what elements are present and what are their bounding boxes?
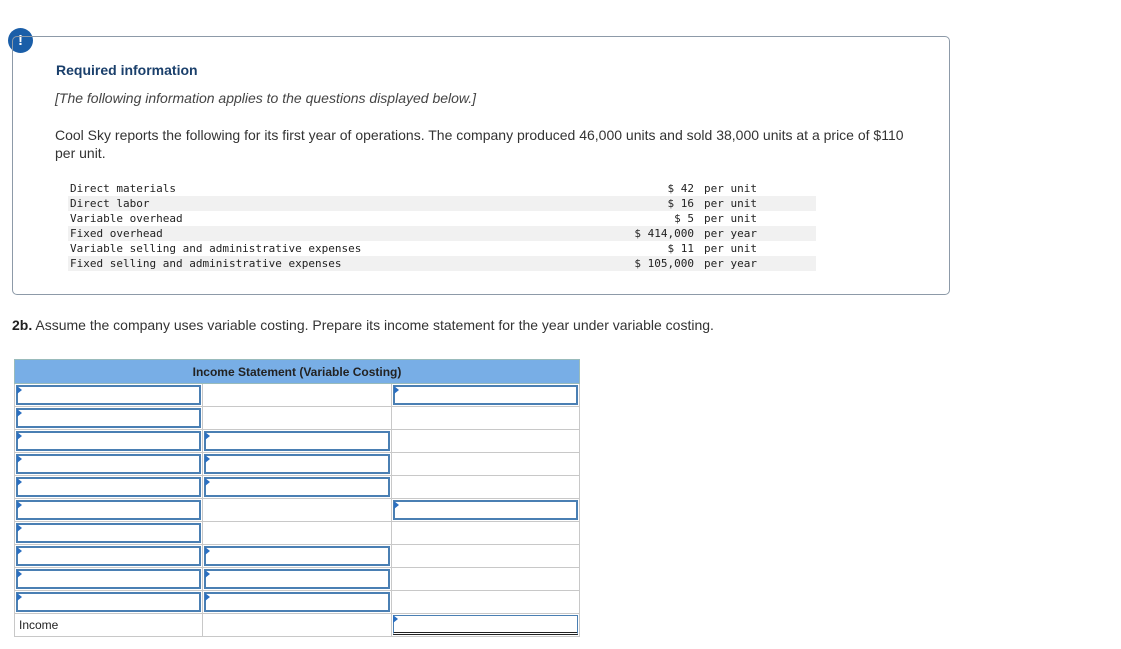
required-info-body: Cool Sky reports the following for its first year of operations. The company produced 46,000 units and sold 38,000 units at a price of $110 per unit. xyxy=(55,127,904,161)
cost-amount: $ 11 xyxy=(667,242,694,255)
table-row xyxy=(15,384,580,407)
empty-cell xyxy=(391,430,579,453)
cost-label: Direct labor xyxy=(68,196,562,211)
amount-input[interactable] xyxy=(204,431,389,451)
empty-cell xyxy=(203,522,391,545)
line-item-input[interactable] xyxy=(16,500,201,520)
required-info-subtitle: [The following information applies to the questions displayed below.] xyxy=(55,90,477,106)
table-row xyxy=(15,499,580,522)
amount-input[interactable] xyxy=(204,546,389,566)
income-statement-header: Income Statement (Variable Costing) xyxy=(15,360,580,384)
cost-label: Fixed selling and administrative expenses xyxy=(68,256,562,271)
empty-cell xyxy=(391,545,579,568)
cost-row xyxy=(68,211,816,226)
amount-input[interactable] xyxy=(204,569,389,589)
cost-label: Variable selling and administrative expenses xyxy=(70,242,362,255)
amount-input[interactable] xyxy=(393,385,578,405)
line-item-input[interactable] xyxy=(16,569,201,589)
income-total-input[interactable] xyxy=(393,615,578,635)
table-row xyxy=(15,407,580,430)
question-number: 2b. xyxy=(12,317,33,333)
empty-cell xyxy=(391,476,579,499)
cost-period: per unit xyxy=(704,182,757,195)
line-item-input[interactable] xyxy=(16,546,201,566)
empty-cell xyxy=(391,522,579,545)
table-row xyxy=(15,568,580,591)
cost-amount: $ 42 xyxy=(667,182,694,195)
cost-label: Direct materials xyxy=(70,182,176,195)
cost-period: per unit xyxy=(704,212,757,225)
alert-icon: ! xyxy=(8,28,33,53)
income-statement-table xyxy=(14,359,580,637)
cost-data-table xyxy=(68,181,816,271)
cost-row xyxy=(68,241,816,256)
cost-amount: $ 5 xyxy=(674,212,694,225)
line-item-input[interactable] xyxy=(16,408,201,428)
table-row xyxy=(15,591,580,614)
line-item-input[interactable] xyxy=(16,431,201,451)
table-row xyxy=(15,430,580,453)
cost-period: per unit xyxy=(704,242,757,255)
empty-cell xyxy=(391,591,579,614)
line-item-input[interactable] xyxy=(16,385,201,405)
required-info-title: Required information xyxy=(56,62,198,78)
table-row xyxy=(15,522,580,545)
table-row xyxy=(15,614,580,637)
table-row xyxy=(15,476,580,499)
empty-cell xyxy=(203,407,391,430)
amount-input[interactable] xyxy=(204,477,389,497)
line-item-input[interactable] xyxy=(16,454,201,474)
empty-cell xyxy=(203,499,391,522)
amount-input[interactable] xyxy=(393,500,578,520)
amount-input[interactable] xyxy=(204,454,389,474)
question-text xyxy=(12,317,714,333)
cost-amount: $ 414,000 xyxy=(562,226,696,241)
cost-label: Fixed overhead xyxy=(68,226,562,241)
income-label: Income xyxy=(15,614,203,637)
cost-amount: $ 105,000 xyxy=(562,256,696,271)
cost-period: per year xyxy=(696,226,816,241)
line-item-input[interactable] xyxy=(16,477,201,497)
question-body: Assume the company uses variable costing. Prepare its income statement for the year under variable costing. xyxy=(32,317,714,333)
empty-cell xyxy=(391,568,579,591)
empty-cell xyxy=(391,407,579,430)
cost-amount: $ 16 xyxy=(562,196,696,211)
table-row xyxy=(15,453,580,476)
cost-row xyxy=(68,226,816,241)
table-row xyxy=(15,545,580,568)
cost-row xyxy=(68,256,816,271)
line-item-input[interactable] xyxy=(16,523,201,543)
cost-row xyxy=(68,196,816,211)
cost-label: Variable overhead xyxy=(70,212,183,225)
empty-cell xyxy=(203,614,391,637)
line-item-input[interactable] xyxy=(16,592,201,612)
empty-cell xyxy=(203,384,391,407)
cost-row xyxy=(68,181,816,196)
cost-period: per year xyxy=(696,256,816,271)
empty-cell xyxy=(391,453,579,476)
amount-input[interactable] xyxy=(204,592,389,612)
required-info-panel xyxy=(12,36,950,295)
cost-period: per unit xyxy=(696,196,816,211)
